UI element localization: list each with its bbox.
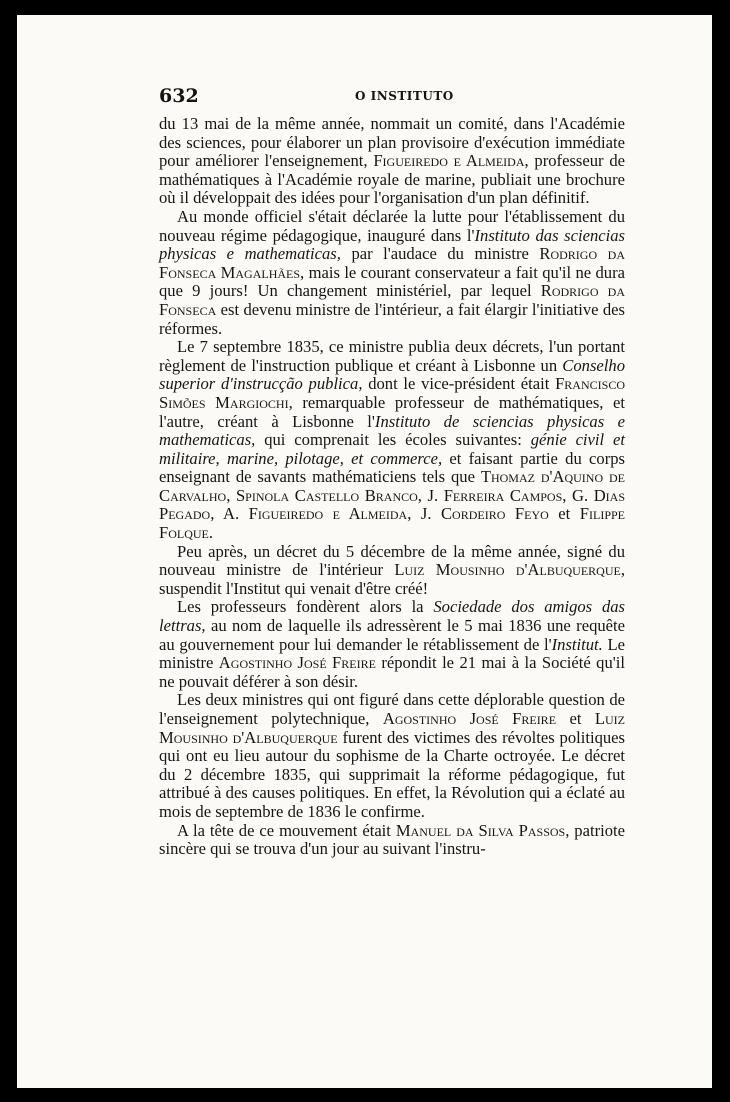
school-list: génie civil et militaire, marine, pilotage, et commerce, <box>159 430 625 468</box>
paragraph-6: Les deux ministres qui ont figuré dans cette déplorable question de l'enseignement polytechnique, Agostinho José Freire et Luiz Mousinho d'Albuquerque furent des victimes des révoltes politiques qui ont eu lieu autour du sophisme de la Charte octroyée. Le décret du 2 décembre 1835, qui supprimait la réforme pédagogique, fut attribué à des causes politiques. En effet, la Révolution qui a éclaté au mois de septembre de 1836 le confirme. <box>159 690 625 821</box>
book-page <box>17 15 712 1088</box>
person-name: Figueiredo e Almeida <box>248 504 408 524</box>
person-name: Ferreira Campos <box>443 485 563 505</box>
paragraph-3: Le 7 septembre 1835, ce ministre publia deux décrets, l'un portant règlement de l'instruction publique et créant à Lisbonne un Conselho superior d'instrucção publica, dont le vice-président était Francisco Simões Margiochi, remarquable professeur de mathématiques, et l'autre, créant à Lisbonne l'Instituto de sciencias physicas e mathematicas, qui comprenait les écoles suivantes: génie civil et militaire, marine, pilotage, et commerce, et faisant partie du corps enseignant de savants mathématiciens tels que Thomaz d'Aquino de Carvalho, Spinola Castello Branco, J. Ferreira Campos, G. Dias Pegado, A. Figueiredo e Almeida, J. Cordeiro Feyo et Filippe Folque. <box>159 337 626 543</box>
person-name: Manuel da Silva Passos <box>395 820 566 840</box>
institution-title: Institut. <box>551 634 603 654</box>
page-number: 632 <box>159 85 199 107</box>
page-header <box>159 85 639 109</box>
institution-title: Conselho superior d'instrucção publica, <box>159 355 625 394</box>
paragraph-7: A la tête de ce mouvement était Manuel da Silva Passos, patriote sincère qui se trouva d'un jour au suivant l'instru- <box>159 820 625 859</box>
person-name: Filippe Folque <box>159 504 625 543</box>
body-text <box>159 115 625 859</box>
person-name: Agostinho José Freire <box>382 709 557 728</box>
paragraph-2: Au monde officiel s'était déclarée la lutte pour l'établissement du nouveau régime pédagogique, inauguré dans l'Instituto das sciencias physicas e mathematicas, par l'audace du ministre Rodrigo da Fonseca Magalhães, mais le courant conservateur a fait qu'il ne dura que 9 jours! Un changement ministériel, par lequel Rodrigo da Fonseca est devenu ministre de l'intérieur, a fait élargir l'initiative des réformes. <box>159 206 626 338</box>
person-name: Cordeiro Feyo <box>440 504 549 524</box>
person-name: Spinola Castello Branco <box>235 485 418 505</box>
paragraph-4: Peu après, un décret du 5 décembre de la même année, signé du nouveau ministre de l'intérieur Luiz Mousinho d'Albuquerque, suspendit l'Institut qui venait d'être créé! <box>159 541 625 598</box>
person-name: Luiz Mousinho d'Albuquerque <box>159 709 625 747</box>
person-name: Agostinho José Freire <box>218 653 376 673</box>
society-title: Sociedade dos amigos das lettras, <box>159 597 625 636</box>
running-title: O INSTITUTO <box>355 89 454 103</box>
person-name: Francisco Simões Margiochi <box>159 374 625 412</box>
paragraph-1: du 13 mai de la même année, nommait un comité, dans l'Académie des sciences, pour élaborer un plan provisoire d'exécution immédiate pour améliorer l'enseignement, Figueiredo e Almeida, professeur de mathématiques à l'Académie royale de marine, publiait une brochure où il développait des idées pour l'organisation d'un plan définitif. <box>159 114 625 208</box>
institution-title: Instituto das sciencias physicas e mathematicas, <box>159 225 625 264</box>
person-name: Luiz Mousinho d'Albuquerque <box>394 560 621 580</box>
paragraph-5: Les professeurs fondèrent alors la Sociedade dos amigos das lettras, au nom de laquelle ils adressèrent le 5 mai 1836 une requête au gouvernement pour lui demander le rétablissement de l'Institut. Le ministre Agostinho José Freire répondit le 21 mai à la Société qu'il ne pouvait déférer à son désir. <box>159 597 625 691</box>
institution-title: Instituto de sciencias physicas e mathematicas, <box>159 411 625 450</box>
person-name: Figueiredo e Almeida <box>373 151 525 171</box>
person-name: Dias Pegado <box>159 485 626 524</box>
person-name: Thomaz d'Aquino de Carvalho <box>159 467 625 505</box>
person-name: Rodrigo da Fonseca Magalhães <box>159 244 626 282</box>
person-name: Rodrigo da Fonseca <box>159 281 625 319</box>
